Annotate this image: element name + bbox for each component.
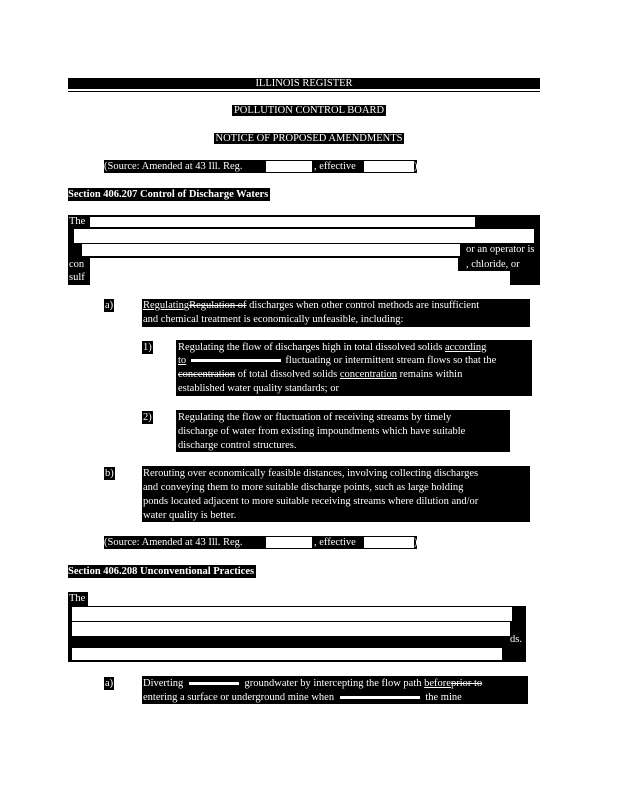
source-1-blank-date (364, 161, 414, 172)
section-207-redaction-5 (90, 271, 510, 285)
s208-item-a-line-1-b: groundwater by intercepting the flow path (244, 678, 425, 689)
item-a-line-2: and chemical treatment is economically unfeasible, including: (143, 314, 404, 325)
agency-title: POLLUTION CONTROL BOARD (233, 105, 385, 116)
header-rule-bottom (68, 91, 540, 92)
section-208-frag-1: ds. (510, 634, 522, 645)
item-b-label: b) (105, 468, 114, 479)
source-line-1 (104, 160, 417, 173)
source-1-blank-reg (266, 161, 312, 172)
subitem-1-line-1-text: Regulating the flow of discharges high in total dissolved solids (178, 342, 445, 353)
item-a-new-text: Regulating (143, 300, 190, 311)
subitem-1-new-according: according (444, 342, 487, 353)
section-207-redaction-4 (90, 258, 458, 271)
section-207-para-start: The (69, 216, 86, 227)
item-a-label: a) (105, 300, 114, 311)
notice-title-row (0, 132, 618, 145)
subitem-2-label: 2) (143, 412, 152, 423)
s208-item-a-deleted-prior: prior to (450, 678, 483, 689)
item-b-line-4: water quality is better. (143, 510, 237, 521)
item-b-line-1: Rerouting over economically feasible distances, involving collecting discharges (143, 468, 479, 479)
subitem-1-line-3 (178, 368, 462, 381)
section-207-frag-3: , chloride, or (466, 259, 520, 270)
agency-title-row (0, 104, 618, 117)
item-a-deleted-text: Regulation of (189, 300, 247, 311)
subitem-1-new-to: to (178, 355, 187, 366)
item-a-line-1-rest: discharges when other control methods are insufficient (246, 300, 480, 311)
item-a-text (142, 299, 530, 327)
section-207-heading-text: Section 406.207 Control of Discharge Waters (68, 189, 269, 200)
register-title: ILLINOIS REGISTER (255, 78, 353, 89)
subitem-2-text (176, 410, 510, 452)
subitem-1-text (176, 340, 532, 396)
section-208-redaction-3 (72, 622, 510, 636)
s208-item-a-redaction-1 (189, 682, 239, 685)
item-b-line-3: ponds located adjacent to more suitable receiving streams where dilution and/or (143, 496, 479, 507)
notice-title: NOTICE OF PROPOSED AMENDMENTS (215, 133, 403, 144)
subitem-1-label: 1) (143, 342, 152, 353)
source-2-suffix: ) (414, 537, 418, 548)
section-208-redaction-1 (88, 592, 526, 606)
s208-item-a-line-1 (143, 677, 482, 690)
section-208-redaction-4 (72, 648, 502, 660)
s208-item-a-redaction-2 (340, 696, 420, 699)
subitem-1-line-1 (178, 341, 486, 354)
section-207-redaction-2 (74, 229, 534, 243)
section-207-frag-2: con (69, 259, 85, 270)
s208-item-a-line-2-b: the mine (425, 692, 462, 703)
source-2-blank-date (364, 537, 414, 548)
subitem-2-line-3: discharge control structures. (178, 440, 297, 451)
s208-item-a-line-2-a: entering a surface or underground mine when (143, 692, 335, 703)
s208-item-a-text (142, 676, 528, 704)
section-207-redaction-3 (82, 244, 460, 256)
subitem-1-line-2-rest: fluctuating or intermittent stream flows so that the (282, 355, 497, 366)
s208-item-a-new-before: before (424, 678, 451, 689)
subitem-1-line-4: established water quality standards; or (178, 383, 339, 394)
source-line-2 (104, 536, 417, 549)
item-b-line-2: and conveying them to more suitable discharge points, such as large holding (143, 482, 464, 493)
subitem-1-new-concentration: concentration (339, 369, 397, 380)
section-208-heading (68, 565, 256, 578)
source-1-suffix: ) (414, 161, 418, 172)
section-207-frag-1: or an operator is (466, 244, 535, 255)
s208-item-a-label: a) (105, 678, 114, 689)
source-1-effective: , effective (314, 161, 356, 172)
source-2-blank-reg (266, 537, 312, 548)
subitem-1-deleted-concentration: concentration (178, 369, 236, 380)
subitem-2-line-1: Regulating the flow or fluctuation of receiving streams by timely (178, 412, 452, 423)
section-208-paragraph (68, 592, 526, 662)
source-1-prefix: (Source: Amended at 43 Ill. Reg. (104, 161, 243, 172)
source-2-prefix: (Source: Amended at 43 Ill. Reg. (104, 537, 243, 548)
subitem-1-line-2 (178, 354, 496, 367)
source-2-effective: , effective (314, 537, 356, 548)
section-207-redaction-1 (90, 217, 475, 227)
section-207-frag-4: sulf (69, 272, 85, 283)
item-b-text (142, 466, 530, 522)
s208-item-a-diverting: Diverting (143, 678, 184, 689)
item-a-line-1 (143, 299, 479, 312)
section-207-paragraph (68, 215, 540, 285)
s208-item-a-line-2 (143, 691, 462, 704)
register-title-bar (68, 78, 540, 89)
subitem-1-line-3-end: remains within (397, 369, 463, 380)
subitem-2-line-2: discharge of water from existing impoundments which have suitable (178, 426, 466, 437)
section-208-redaction-2 (72, 607, 512, 621)
subitem-1-line-3-mid: of total dissolved solids (235, 369, 340, 380)
subitem-1-redaction (191, 359, 281, 362)
section-208-heading-text: Section 406.208 Unconventional Practices (68, 566, 255, 577)
section-207-heading (68, 188, 270, 201)
section-208-para-start: The (69, 593, 86, 604)
